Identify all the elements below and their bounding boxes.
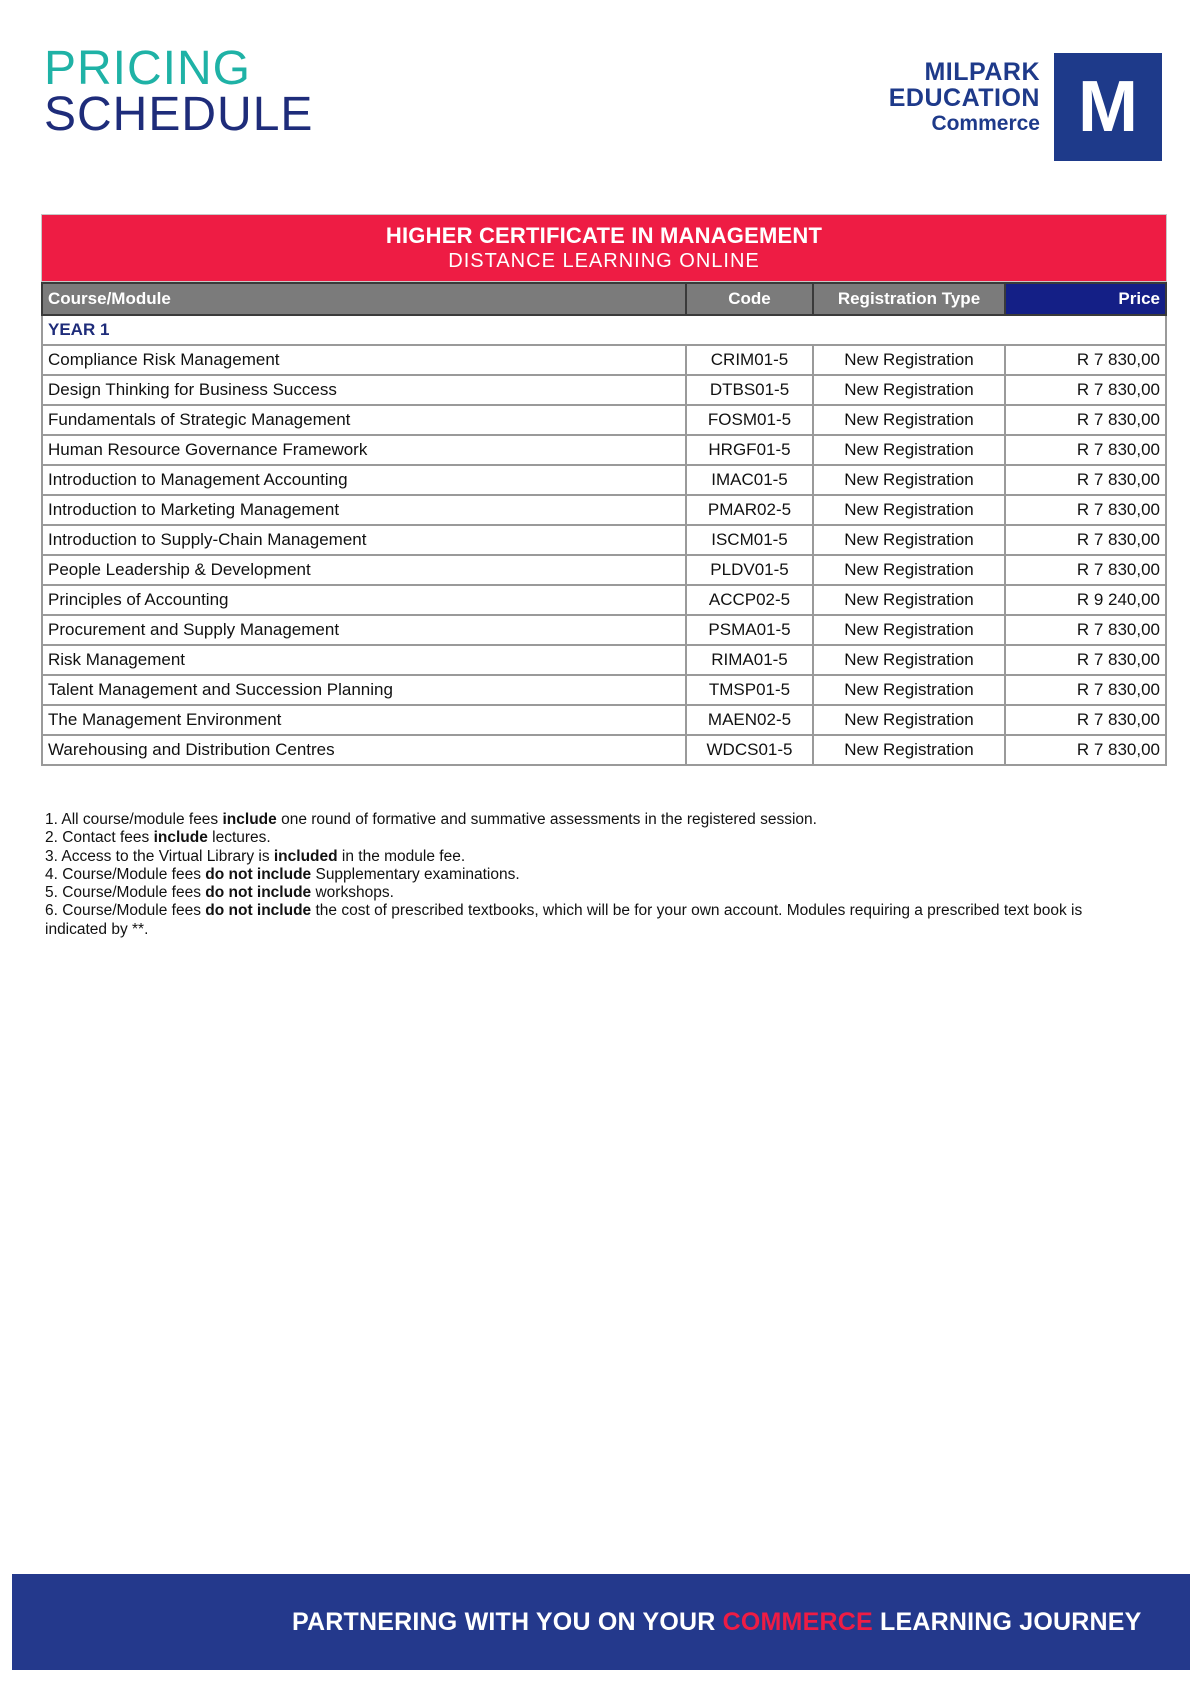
module-name: Talent Management and Succession Planning xyxy=(42,675,686,705)
module-name: Fundamentals of Strategic Management xyxy=(42,405,686,435)
module-price: R 9 240,00 xyxy=(1005,585,1166,615)
note-text: in the module fee. xyxy=(337,847,466,865)
table-row xyxy=(42,435,1166,465)
module-code: RIMA01-5 xyxy=(686,645,813,675)
module-code: PLDV01-5 xyxy=(686,555,813,585)
programme-subtitle: DISTANCE LEARNING ONLINE xyxy=(448,250,760,272)
note-text: 3. Access to the Virtual Library is xyxy=(45,847,274,865)
page-title xyxy=(44,42,314,141)
module-name: The Management Environment xyxy=(42,705,686,735)
programme-title: HIGHER CERTIFICATE IN MANAGEMENT xyxy=(385,223,823,248)
brand-name-education: EDUCATION xyxy=(888,84,1040,112)
module-name: Compliance Risk Management xyxy=(42,345,686,375)
programme-banner xyxy=(41,214,1167,282)
module-code: CRIM01-5 xyxy=(686,345,813,375)
note-text: 1. All course/module fees xyxy=(45,811,223,828)
module-price: R 7 830,00 xyxy=(1005,615,1166,645)
table-row xyxy=(42,645,1166,675)
section-row-year-1 xyxy=(42,315,1166,345)
registration-type: New Registration xyxy=(813,465,1005,495)
milpark-m-logo-icon: M xyxy=(1054,53,1162,161)
note-text: 2. Contact fees xyxy=(45,829,154,847)
note-text: 4. Course/Module fees xyxy=(45,865,206,883)
module-name: Introduction to Management Accounting xyxy=(42,465,686,495)
module-code: ISCM01-5 xyxy=(686,525,813,555)
module-price: R 7 830,00 xyxy=(1005,735,1166,765)
registration-type: New Registration xyxy=(813,585,1005,615)
tagline-highlight: COMMERCE xyxy=(722,1607,873,1636)
registration-type: New Registration xyxy=(813,375,1005,405)
module-name: Procurement and Supply Management xyxy=(42,615,686,645)
module-name: Warehousing and Distribution Centres xyxy=(42,735,686,765)
module-price: R 7 830,00 xyxy=(1005,345,1166,375)
note-emphasis: do not include xyxy=(205,884,312,902)
section-label: YEAR 1 xyxy=(42,315,1166,345)
table-row xyxy=(42,585,1166,615)
registration-type: New Registration xyxy=(813,615,1005,645)
tagline-part-1: PARTNERING WITH YOU ON YOUR xyxy=(292,1607,723,1636)
table-header-row xyxy=(42,283,1166,315)
note-text: the cost of prescribed textbooks, which will be for your own account. Modules requiring a prescribed text book is indicated by **. xyxy=(45,902,1083,938)
note-emphasis: do not include xyxy=(205,865,312,883)
brand-name-commerce: Commerce xyxy=(931,112,1040,135)
registration-type: New Registration xyxy=(813,525,1005,555)
module-code: IMAC01-5 xyxy=(686,465,813,495)
module-price: R 7 830,00 xyxy=(1005,675,1166,705)
registration-type: New Registration xyxy=(813,345,1005,375)
note-emphasis: do not include xyxy=(205,902,312,920)
module-price: R 7 830,00 xyxy=(1005,495,1166,525)
module-name: Human Resource Governance Framework xyxy=(42,435,686,465)
note-text: lectures. xyxy=(207,829,271,847)
note-item xyxy=(45,884,1145,902)
table-row xyxy=(42,375,1166,405)
module-code: ACCP02-5 xyxy=(686,585,813,615)
brand-text xyxy=(889,53,1040,137)
table-row xyxy=(42,675,1166,705)
module-code: PSMA01-5 xyxy=(686,615,813,645)
registration-type: New Registration xyxy=(813,555,1005,585)
table-row xyxy=(42,705,1166,735)
module-name: Introduction to Supply-Chain Management xyxy=(42,525,686,555)
table-row xyxy=(42,405,1166,435)
module-price: R 7 830,00 xyxy=(1005,705,1166,735)
header-price: Price xyxy=(1005,283,1166,315)
note-text: workshops. xyxy=(311,884,394,902)
note-item xyxy=(45,811,1145,829)
title-line-pricing: PRICING xyxy=(44,42,252,95)
footer-banner xyxy=(12,1574,1190,1670)
module-name: Design Thinking for Business Success xyxy=(42,375,686,405)
note-emphasis: include xyxy=(222,811,277,828)
brand-name-milpark: MILPARK xyxy=(924,58,1040,86)
module-price: R 7 830,00 xyxy=(1005,435,1166,465)
module-name: Introduction to Marketing Management xyxy=(42,495,686,525)
module-price: R 7 830,00 xyxy=(1005,375,1166,405)
table-row xyxy=(42,495,1166,525)
module-code: PMAR02-5 xyxy=(686,495,813,525)
note-text: 5. Course/Module fees xyxy=(45,884,206,902)
registration-type: New Registration xyxy=(813,435,1005,465)
module-code: FOSM01-5 xyxy=(686,405,813,435)
note-item xyxy=(45,848,1145,866)
module-price: R 7 830,00 xyxy=(1005,645,1166,675)
header-course-module: Course/Module xyxy=(42,283,686,315)
pricing-table xyxy=(41,282,1167,766)
module-code: HRGF01-5 xyxy=(686,435,813,465)
tagline-part-2: LEARNING JOURNEY xyxy=(872,1607,1142,1636)
footer-tagline xyxy=(292,1608,1142,1637)
module-code: WDCS01-5 xyxy=(686,735,813,765)
registration-type: New Registration xyxy=(813,705,1005,735)
note-item xyxy=(45,866,1145,884)
module-code: TMSP01-5 xyxy=(686,675,813,705)
table-row xyxy=(42,525,1166,555)
title-line-schedule: SCHEDULE xyxy=(44,88,314,141)
module-name: Principles of Accounting xyxy=(42,585,686,615)
milpark-logo xyxy=(889,53,1162,161)
registration-type: New Registration xyxy=(813,405,1005,435)
note-text: Supplementary examinations. xyxy=(311,865,520,883)
note-item xyxy=(45,829,1145,847)
note-text: one round of formative and summative assessments in the registered session. xyxy=(276,811,817,828)
module-price: R 7 830,00 xyxy=(1005,555,1166,585)
note-emphasis: include xyxy=(153,829,208,847)
header-registration-type: Registration Type xyxy=(813,283,1005,315)
header-code: Code xyxy=(686,283,813,315)
registration-type: New Registration xyxy=(813,645,1005,675)
module-price: R 7 830,00 xyxy=(1005,405,1166,435)
registration-type: New Registration xyxy=(813,735,1005,765)
table-row xyxy=(42,615,1166,645)
registration-type: New Registration xyxy=(813,495,1005,525)
table-row xyxy=(42,465,1166,495)
module-price: R 7 830,00 xyxy=(1005,465,1166,495)
table-row xyxy=(42,345,1166,375)
note-item xyxy=(45,902,1145,939)
module-code: DTBS01-5 xyxy=(686,375,813,405)
note-emphasis: included xyxy=(273,847,338,865)
module-code: MAEN02-5 xyxy=(686,705,813,735)
module-price: R 7 830,00 xyxy=(1005,525,1166,555)
note-text: 6. Course/Module fees xyxy=(45,902,206,920)
module-name: Risk Management xyxy=(42,645,686,675)
module-name: People Leadership & Development xyxy=(42,555,686,585)
fee-notes xyxy=(45,811,1145,939)
table-row xyxy=(42,555,1166,585)
table-row xyxy=(42,735,1166,765)
registration-type: New Registration xyxy=(813,675,1005,705)
